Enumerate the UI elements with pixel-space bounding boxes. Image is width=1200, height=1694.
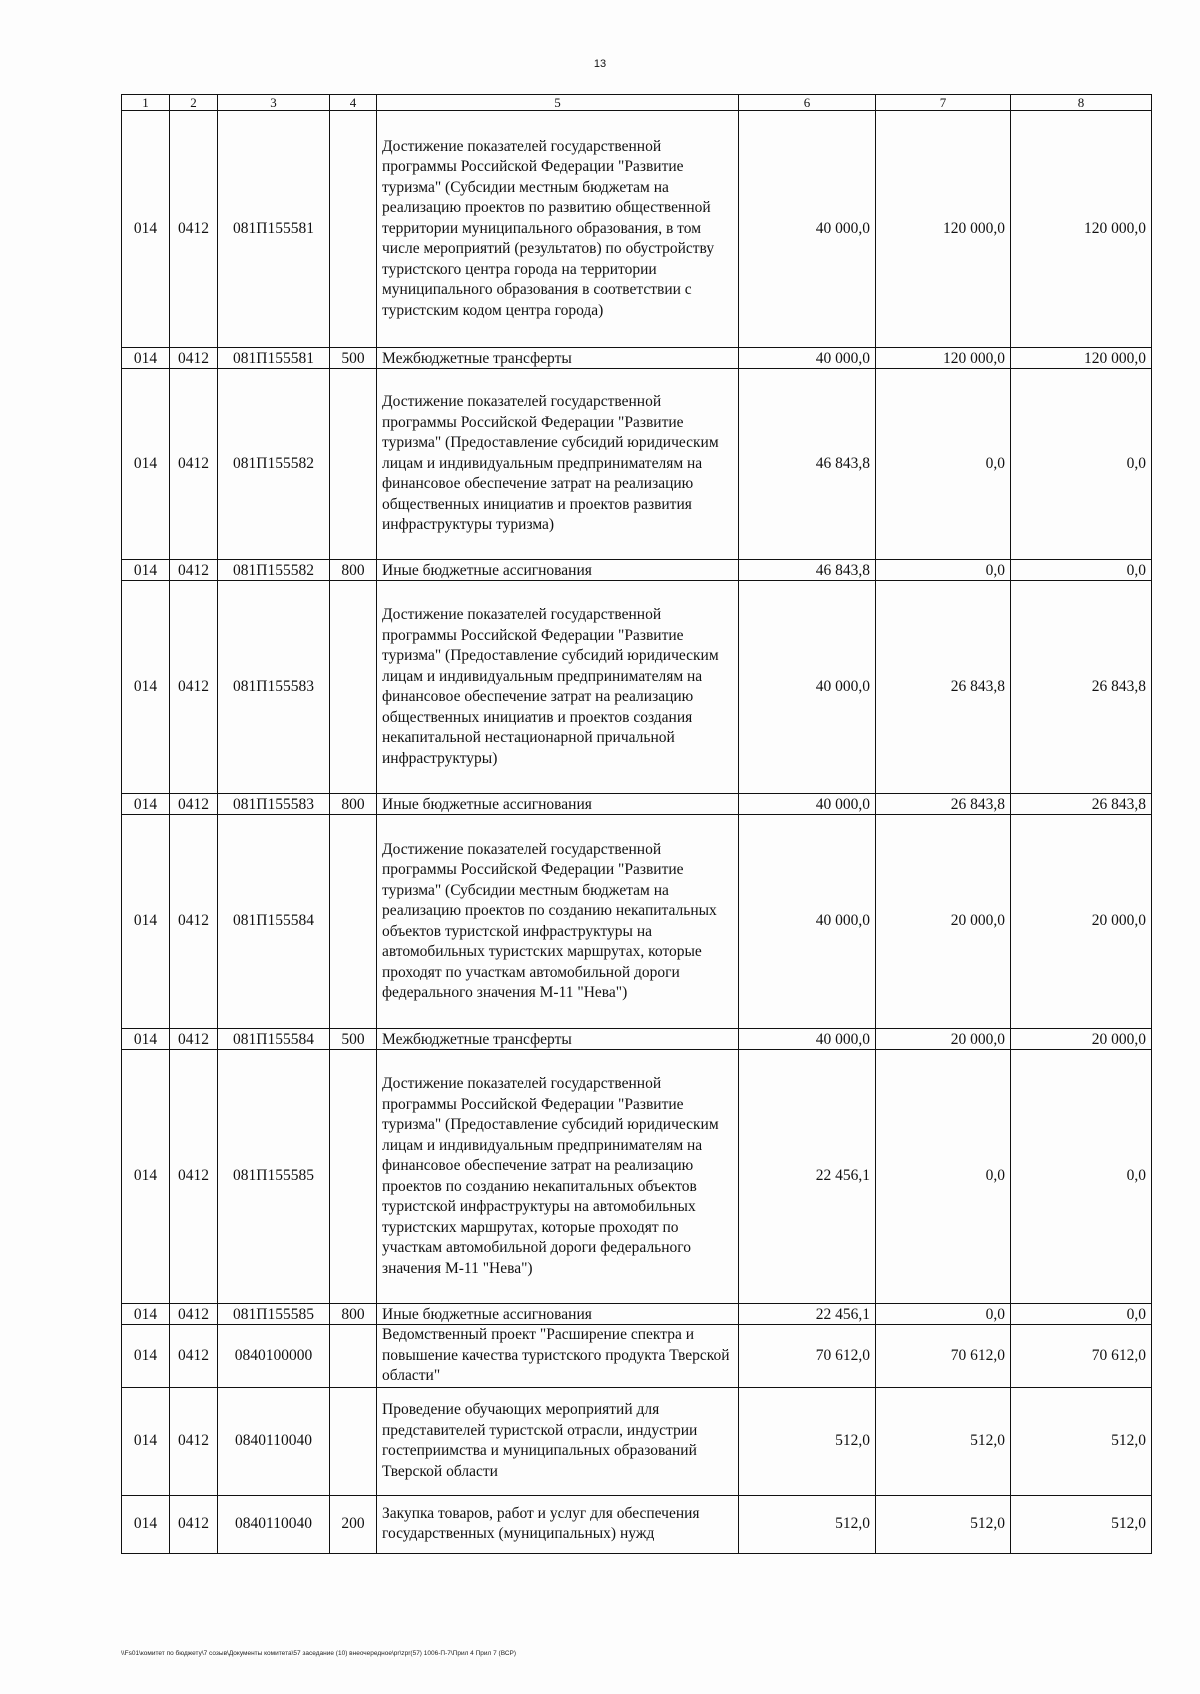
table-row: [122, 581, 1152, 794]
cell-description: Закупка товаров, работ и услуг для обеспечения государственных (муниципальных) нужд: [377, 1495, 739, 1553]
cell-section-code: 0412: [170, 581, 218, 794]
cell-amount-year1: 46 843,8: [739, 369, 876, 560]
cell-amount-year1: 40 000,0: [739, 581, 876, 794]
cell-amount-year3: 120 000,0: [1011, 111, 1152, 348]
table-row: [122, 369, 1152, 560]
cell-description: Межбюджетные трансферты: [377, 1029, 739, 1050]
table-row: [122, 111, 1152, 348]
cell-ministry-code: 014: [122, 111, 170, 348]
table-row: [122, 1495, 1152, 1553]
cell-ministry-code: 014: [122, 348, 170, 369]
cell-amount-year2: 26 843,8: [876, 581, 1011, 794]
cell-section-code: 0412: [170, 815, 218, 1029]
cell-ministry-code: 014: [122, 1387, 170, 1495]
cell-amount-year2: 0,0: [876, 1050, 1011, 1304]
cell-ministry-code: 014: [122, 560, 170, 581]
table-row: [122, 1050, 1152, 1304]
page-number: 13: [593, 58, 607, 70]
cell-expense-type: 500: [330, 1029, 377, 1050]
cell-target-article: 0840110040: [218, 1387, 330, 1495]
cell-ministry-code: 014: [122, 794, 170, 815]
column-number: 7: [876, 95, 1011, 111]
cell-description: Иные бюджетные ассигнования: [377, 1304, 739, 1325]
cell-section-code: 0412: [170, 1304, 218, 1325]
cell-amount-year3: 26 843,8: [1011, 794, 1152, 815]
cell-amount-year3: 26 843,8: [1011, 581, 1152, 794]
cell-amount-year1: 22 456,1: [739, 1304, 876, 1325]
cell-amount-year1: 40 000,0: [739, 348, 876, 369]
cell-section-code: 0412: [170, 348, 218, 369]
budget-table: [121, 94, 1152, 1554]
cell-target-article: 081П155582: [218, 560, 330, 581]
cell-description: Межбюджетные трансферты: [377, 348, 739, 369]
cell-amount-year3: 20 000,0: [1011, 815, 1152, 1029]
cell-ministry-code: 014: [122, 1495, 170, 1553]
cell-target-article: 081П155581: [218, 348, 330, 369]
table-row: [122, 560, 1152, 581]
cell-amount-year2: 0,0: [876, 1304, 1011, 1325]
table-row: [122, 1387, 1152, 1495]
column-number-row: [122, 95, 1152, 111]
cell-amount-year1: 512,0: [739, 1495, 876, 1553]
cell-target-article: 081П155581: [218, 111, 330, 348]
cell-target-article: 081П155582: [218, 369, 330, 560]
cell-amount-year1: 40 000,0: [739, 815, 876, 1029]
cell-ministry-code: 014: [122, 1304, 170, 1325]
cell-description: Иные бюджетные ассигнования: [377, 794, 739, 815]
cell-description: Достижение показателей государственной программы Российской Федерации "Развитие туризма" (Предоставление субсидий юридическим лицам и индивидуальным предпринимателям на финансовое обеспечение затрат на реализацию проектов по созданию некапитальных объектов туристской инфраструктуры на автомобильных туристских маршрутах, которые проходят по участкам автомобильной дороги федерального значения М-11 "Нева"): [377, 1050, 739, 1304]
cell-section-code: 0412: [170, 369, 218, 560]
cell-amount-year3: 0,0: [1011, 1304, 1152, 1325]
cell-description: Иные бюджетные ассигнования: [377, 560, 739, 581]
table-row: [122, 815, 1152, 1029]
cell-amount-year2: 26 843,8: [876, 794, 1011, 815]
cell-section-code: 0412: [170, 1325, 218, 1388]
table-row: [122, 348, 1152, 369]
cell-section-code: 0412: [170, 794, 218, 815]
cell-amount-year1: 70 612,0: [739, 1325, 876, 1388]
cell-target-article: 0840100000: [218, 1325, 330, 1388]
table-row: [122, 1325, 1152, 1388]
cell-amount-year2: 20 000,0: [876, 815, 1011, 1029]
cell-section-code: 0412: [170, 1387, 218, 1495]
cell-amount-year2: 0,0: [876, 369, 1011, 560]
cell-expense-type: [330, 1050, 377, 1304]
cell-ministry-code: 014: [122, 1050, 170, 1304]
cell-description: Достижение показателей государственной программы Российской Федерации "Развитие туризма" (Субсидии местным бюджетам на реализацию проектов по созданию некапитальных объектов туристской инфраструктуры на автомобильных туристских маршрутах, которые проходят по участкам автомобильной дороги федерального значения М-11 "Нева"): [377, 815, 739, 1029]
cell-target-article: 0840110040: [218, 1495, 330, 1553]
table-row: [122, 1304, 1152, 1325]
column-number: 1: [122, 95, 170, 111]
cell-section-code: 0412: [170, 1050, 218, 1304]
cell-expense-type: [330, 581, 377, 794]
cell-amount-year2: 20 000,0: [876, 1029, 1011, 1050]
cell-section-code: 0412: [170, 1029, 218, 1050]
cell-target-article: 081П155584: [218, 815, 330, 1029]
cell-expense-type: [330, 369, 377, 560]
cell-description: Проведение обучающих мероприятий для представителей туристской отрасли, индустрии гостеприимства и муниципальных образований Тверской области: [377, 1387, 739, 1495]
cell-section-code: 0412: [170, 111, 218, 348]
cell-expense-type: 200: [330, 1495, 377, 1553]
cell-amount-year3: 0,0: [1011, 560, 1152, 581]
cell-expense-type: 800: [330, 1304, 377, 1325]
column-number: 4: [330, 95, 377, 111]
cell-amount-year2: 512,0: [876, 1495, 1011, 1553]
cell-ministry-code: 014: [122, 369, 170, 560]
cell-expense-type: [330, 815, 377, 1029]
column-number: 5: [377, 95, 739, 111]
column-number: 3: [218, 95, 330, 111]
cell-description: Достижение показателей государственной программы Российской Федерации "Развитие туризма" (Предоставление субсидий юридическим лицам и индивидуальным предпринимателям на финансовое обеспечение затрат на реализацию общественных инициатив и проектов создания некапитальной нестационарной причальной инфраструктуры): [377, 581, 739, 794]
cell-target-article: 081П155583: [218, 794, 330, 815]
cell-amount-year2: 70 612,0: [876, 1325, 1011, 1388]
cell-amount-year3: 120 000,0: [1011, 348, 1152, 369]
cell-amount-year1: 22 456,1: [739, 1050, 876, 1304]
cell-amount-year1: 40 000,0: [739, 111, 876, 348]
cell-amount-year1: 512,0: [739, 1387, 876, 1495]
cell-expense-type: [330, 111, 377, 348]
cell-amount-year2: 120 000,0: [876, 348, 1011, 369]
cell-expense-type: 500: [330, 348, 377, 369]
cell-section-code: 0412: [170, 560, 218, 581]
cell-expense-type: [330, 1387, 377, 1495]
cell-amount-year1: 40 000,0: [739, 1029, 876, 1050]
cell-amount-year2: 120 000,0: [876, 111, 1011, 348]
column-number: 8: [1011, 95, 1152, 111]
cell-target-article: 081П155583: [218, 581, 330, 794]
cell-amount-year1: 46 843,8: [739, 560, 876, 581]
cell-amount-year2: 512,0: [876, 1387, 1011, 1495]
cell-amount-year3: 512,0: [1011, 1495, 1152, 1553]
cell-description: Достижение показателей государственной программы Российской Федерации "Развитие туризма" (Предоставление субсидий юридическим лицам и индивидуальным предпринимателям на финансовое обеспечение затрат на реализацию общественных инициатив и проектов развития инфраструктуры туризма): [377, 369, 739, 560]
cell-amount-year1: 40 000,0: [739, 794, 876, 815]
cell-target-article: 081П155585: [218, 1304, 330, 1325]
footer-file-path: \\Fs01\комитет по бюджету\7 созыв\Документы комитета\57 заседание (10) внеочередное\pr\zpr(57) 1006-П-7\Прил 4 Прил 7 (ВСР): [121, 1650, 517, 1657]
cell-amount-year3: 0,0: [1011, 369, 1152, 560]
cell-amount-year3: 512,0: [1011, 1387, 1152, 1495]
cell-section-code: 0412: [170, 1495, 218, 1553]
cell-target-article: 081П155585: [218, 1050, 330, 1304]
cell-amount-year3: 0,0: [1011, 1050, 1152, 1304]
cell-ministry-code: 014: [122, 1325, 170, 1388]
cell-expense-type: 800: [330, 560, 377, 581]
cell-expense-type: [330, 1325, 377, 1388]
column-number: 6: [739, 95, 876, 111]
cell-ministry-code: 014: [122, 1029, 170, 1050]
column-number: 2: [170, 95, 218, 111]
cell-expense-type: 800: [330, 794, 377, 815]
cell-amount-year3: 70 612,0: [1011, 1325, 1152, 1388]
cell-ministry-code: 014: [122, 815, 170, 1029]
cell-description: Ведомственный проект "Расширение спектра и повышение качества туристского продукта Тверской области": [377, 1325, 739, 1388]
cell-target-article: 081П155584: [218, 1029, 330, 1050]
cell-amount-year3: 20 000,0: [1011, 1029, 1152, 1050]
cell-ministry-code: 014: [122, 581, 170, 794]
cell-amount-year2: 0,0: [876, 560, 1011, 581]
cell-description: Достижение показателей государственной программы Российской Федерации "Развитие туризма" (Субсидии местным бюджетам на реализацию проектов по развитию общественной территории муниципального образования, в том числе мероприятий (результатов) по обустройству туристского центра города на территории муниципального образования в соответствии с туристским кодом центра города): [377, 111, 739, 348]
table-row: [122, 794, 1152, 815]
table-row: [122, 1029, 1152, 1050]
